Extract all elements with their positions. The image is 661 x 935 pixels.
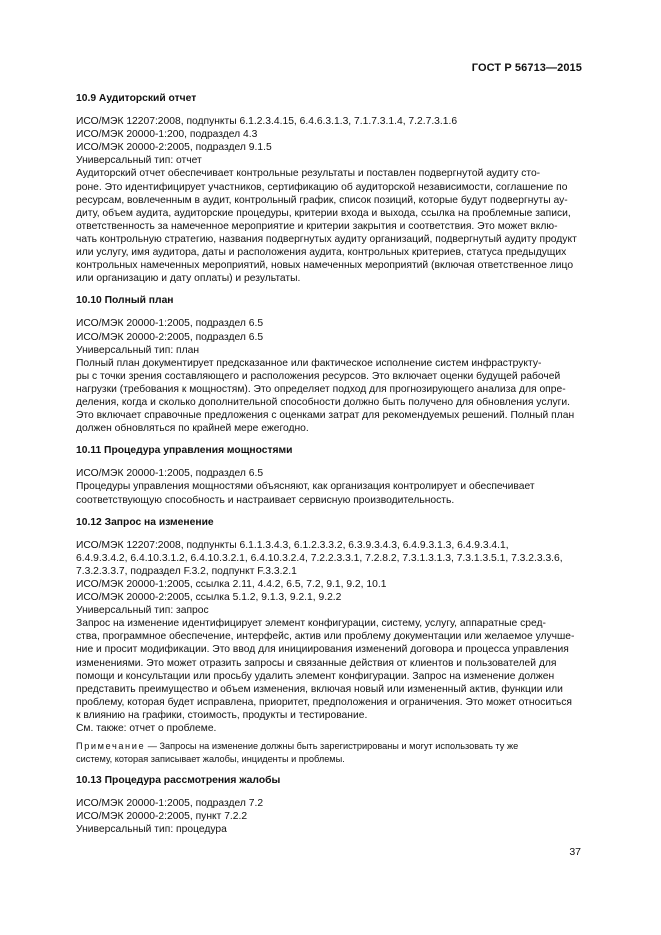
body-line: ответственность за намеченное мероприятие и критерии закрытия и соответствия. Это может вклю- [76, 220, 558, 232]
reference-line: ИСО/МЭК 20000-2:2005, пункт 7.2.2 [76, 811, 248, 823]
section-title: 10.12 Запрос на изменение [76, 516, 214, 528]
body-line: нагрузки (требования к мощностям). Это определяет подход для прогнозирующего анализа для опре- [76, 383, 566, 395]
body-line: изменениями. Это может отразить запросы и связанные действия от клиентов и пользователей для [76, 657, 557, 669]
section-10-12 [76, 516, 582, 766]
note-line: систему, которая записывает жалобы, инциденты и проблемы. [76, 753, 345, 764]
reference-line: Универсальный тип: отчет [76, 155, 202, 167]
note-block [76, 740, 582, 765]
reference-line: ИСО/МЭК 20000-1:2005, подраздел 6.5 [76, 318, 264, 330]
section-10-9 [76, 92, 582, 285]
section-title: 10.10 Полный план [76, 295, 174, 307]
note-line [76, 740, 582, 753]
reference-line: ИСО/МЭК 20000-2:2005, подраздел 6.5 [76, 331, 264, 343]
body-line: соответствующую способность и настраивает сервисную производительность. [76, 494, 455, 506]
reference-line: ИСО/МЭК 20000-1:2005, подраздел 7.2 [76, 798, 264, 810]
section-title: 10.11 Процедура управления мощностями [76, 445, 293, 457]
section-title: 10.13 Процедура рассмотрения жалобы [76, 775, 281, 787]
reference-line: Универсальный тип: план [76, 344, 200, 356]
reference-line: ИСО/МЭК 20000-1:2005, подраздел 6.5 [76, 468, 264, 480]
body-line: роне. Это идентифицирует участников, сертификацию об аудиторской независимости, соглашение по [76, 181, 568, 193]
body-line: ресурсам, вовлеченным в аудит, контрольный график, список позиций, которые будут подвергнуты ау- [76, 194, 568, 206]
reference-line: ИСО/МЭК 20000-2:2005, ссылка 5.1.2, 9.1.3, 9.2.1, 9.2.2 [76, 592, 342, 604]
reference-line: 7.3.2.3.3.7, подраздел F.3.2, подпункт F.3.3.2.1 [76, 565, 297, 577]
document-content [76, 92, 582, 846]
body-line: к влиянию на графики, стоимость, продукты и тестирование. [76, 709, 368, 721]
section-title: 10.9 Аудиторский отчет [76, 93, 197, 104]
body-line: ры с точки зрения составляющего и расположения ресурсов. Это включает оценки будущей рабочей [76, 370, 561, 382]
body-line: Полный план документирует предсказанное или фактическое исполнение систем инфраструкту- [76, 357, 542, 369]
standard-header: ГОСТ Р 56713—2015 [471, 62, 582, 74]
body-line: должен обновляться по крайней мере ежегодно. [76, 423, 309, 435]
note-label: Примечание [76, 741, 146, 752]
body-line: контрольных намеченных мероприятий, новых намеченных мероприятий (включая ответственное лицо [76, 260, 574, 272]
reference-line: Универсальный тип: запрос [76, 605, 209, 617]
body-line: Процедуры управления мощностями объясняют, как организация контролирует и обеспечивает [76, 481, 535, 493]
reference-line: 6.4.9.3.4.2, 6.4.10.3.1.2, 6.4.10.3.2.1, 6.4.10.3.2.4, 7.2.2.3.3.1, 7.2.8.2, 7.3.1.3.1.3, 7.3.1.3.5.1, 7.3.2.3.3.6, [76, 552, 563, 564]
body-line: Запрос на изменение идентифицирует элемент конфигурации, систему, услугу, аппаратные сред- [76, 618, 546, 630]
reference-line: ИСО/МЭК 12207:2008, подпункты 6.1.1.3.4.3, 6.1.2.3.3.2, 6.3.9.3.4.3, 6.4.9.3.1.3, 6.4.9.3.4.1, [76, 539, 509, 551]
reference-line: Универсальный тип: процедура [76, 824, 227, 836]
body-line: или услугу, имя аудитора, даты и расположения аудита, контрольных критериев, статуса предыдущих [76, 247, 567, 259]
reference-line: ИСО/МЭК 20000-2:2005, подраздел 9.1.5 [76, 142, 272, 154]
body-line: представить преимущество и объем изменения, включая новый или измененный актив, функции или [76, 683, 563, 695]
body-line: помощи и консультации или просьбу удалить элемент конфигурации. Запрос на изменение должен [76, 670, 555, 682]
body-line: ние и просит модификации. Это ввод для инициирования изменений договора и процесса управления [76, 644, 569, 656]
body-line: ства, программное обеспечение, интерфейс, актив или проблему документации или желаемое улучше- [76, 631, 575, 643]
body-line: Это включает справочные предложения с оценками затрат для рекомендуемых решений. Полный план [76, 410, 575, 422]
reference-line: ИСО/МЭК 20000-1:200, подраздел 4.3 [76, 129, 258, 141]
section-10-10 [76, 294, 582, 435]
reference-line: ИСО/МЭК 12207:2008, подпункты 6.1.2.3.4.15, 6.4.6.3.1.3, 7.1.7.3.1.4, 7.2.7.3.1.6 [76, 116, 458, 128]
section-10-11 [76, 444, 582, 506]
reference-line: ИСО/МЭК 20000-1:2005, ссылка 2.11, 4.4.2, 6.5, 7.2, 9.1, 9.2, 10.1 [76, 579, 387, 590]
note-text: — Запросы на изменение должны быть зарегистрированы и могут использовать ту же [145, 741, 519, 752]
body-line: См. также: отчет о проблеме. [76, 723, 217, 735]
body-line: деления, когда и сколько дополнительной способности должно быть получено для обновления услуги. [76, 396, 570, 408]
body-line: или организацию и дату оплаты) и результаты. [76, 273, 301, 285]
body-line: проблему, которая будет исправлена, приоритет, предположения и ограничения. Это может относиться [76, 696, 572, 708]
section-10-13 [76, 774, 582, 836]
body-line: Аудиторский отчет обеспечивает контрольные результаты и поставлен подвергнутой аудиту сто- [76, 168, 541, 180]
page-number: 37 [569, 846, 581, 858]
body-line: диту, объем аудита, аудиторские процедуры, критерии входа и выхода, ссылка на проблемные записи, [76, 207, 571, 219]
body-line: чать контрольную стратегию, названия подвергнутых аудиту организаций, подвергнутый аудиту продукт [76, 233, 577, 245]
